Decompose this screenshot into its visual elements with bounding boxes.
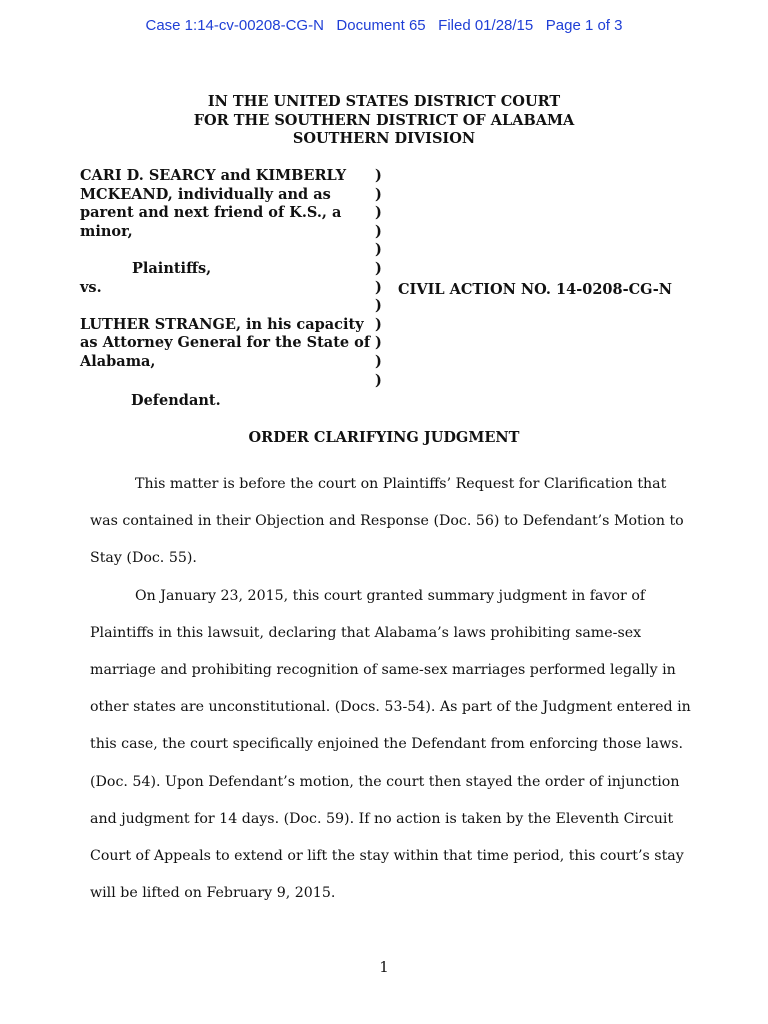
blank-line [80,297,370,316]
defendant-line: LUTHER STRANGE, in his capacity [80,315,364,333]
paragraph-line: was contained in their Objection and Response (Doc. 56) to Defendant’s Motion to [90,513,684,530]
page-number: 1 [379,958,389,976]
paragraph-line: Stay (Doc. 55). [90,550,197,567]
paren: ) [375,352,382,370]
order-body [90,466,690,912]
paren: ) [375,371,382,389]
paren: ) [375,222,382,240]
caption-parentheses [375,167,387,390]
paragraph-line: Plaintiffs in this lawsuit, declaring that Alabama’s laws prohibiting same-sex [90,624,642,641]
paragraph-line: Court of Appeals to extend or lift the stay within that time period, this court’s stay [90,847,684,864]
court-line: IN THE UNITED STATES DISTRICT COURT [207,93,561,110]
filed-date: Filed 01/28/15 [438,17,534,34]
defendant-label: Defendant. [131,392,221,409]
paragraph-line: and judgment for 14 days. (Doc. 59). If no action is taken by the Eleventh Circuit [90,810,674,827]
paragraph-line: other states are unconstitutional. (Docs. 53-54). As part of the Judgment entered in [90,699,691,716]
plaintiff-line: MCKEAND, individually and as [80,185,331,203]
blank-line [80,241,370,260]
defendant-line: as Attorney General for the State of [80,334,371,352]
paren: ) [375,297,382,315]
plaintiff-line: minor, [80,222,133,240]
paren: ) [375,259,382,277]
document-number: Document 65 [336,17,426,34]
order-title: ORDER CLARIFYING JUDGMENT [248,429,520,446]
case-caption [80,167,370,372]
defendant-line: Alabama, [80,352,156,370]
plaintiffs-label: Plaintiffs, [132,259,212,277]
paragraph-line: marriage and prohibiting recognition of same-sex marriages performed legally in [90,661,676,678]
case-header [0,17,768,34]
versus-label: vs. [80,278,102,296]
paren: ) [375,278,382,296]
paren: ) [375,241,382,259]
paragraph-line: (Doc. 54). Upon Defendant’s motion, the court then stayed the order of injunction [90,773,680,790]
case-number: Case 1:14-cv-00208-CG-N [145,17,324,34]
paren: ) [375,315,382,333]
plaintiff-line: CARI D. SEARCY and KIMBERLY [80,167,347,184]
paragraph-line: On January 23, 2015, this court granted summary judgment in favor of [135,587,646,604]
court-line: FOR THE SOUTHERN DISTRICT OF ALABAMA [193,111,575,129]
plaintiff-line: parent and next friend of K.S., a [80,204,342,222]
civil-action-number: CIVIL ACTION NO. 14-0208-CG-N [398,281,673,298]
paren: ) [375,334,382,352]
paragraph-line: this case, the court specifically enjoined the Defendant from enforcing those laws. [90,736,684,753]
court-heading [0,93,768,149]
court-line: SOUTHERN DIVISION [292,130,476,148]
paragraph-line: will be lifted on February 9, 2015. [90,885,336,902]
paren: ) [375,185,382,203]
paren: ) [375,204,382,222]
paren: ) [375,167,382,184]
page-indicator: Page 1 of 3 [545,17,623,34]
paragraph-line: This matter is before the court on Plaintiffs’ Request for Clarification that [135,476,667,492]
